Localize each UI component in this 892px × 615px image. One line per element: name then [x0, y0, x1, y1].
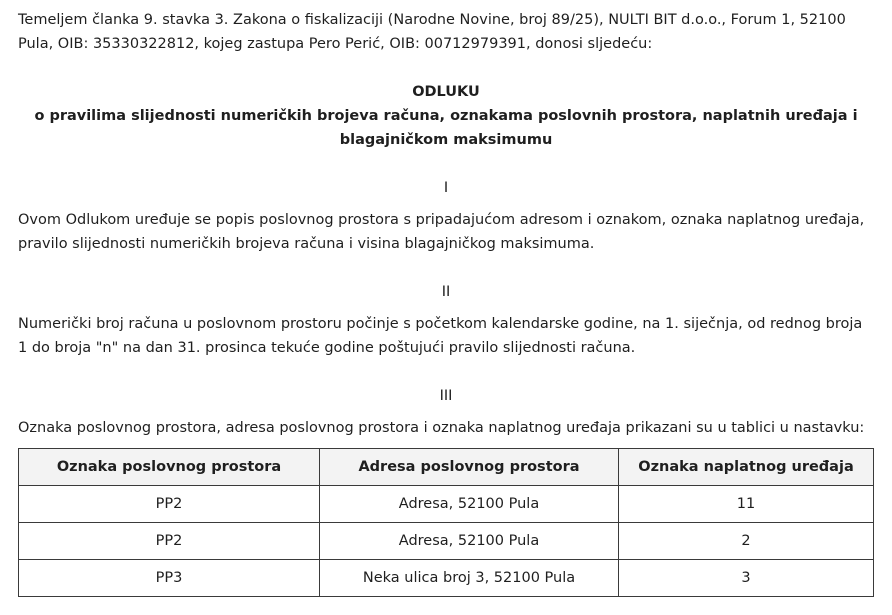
decision-subtitle: o pravilima slijednosti numeričkih brojeva računa, oznakama poslovnih prostora, naplatnih uređaja i blagajničkom maksimumu: [34, 108, 858, 148]
intro-paragraph: Temeljem članka 9. stavka 3. Zakona o fiskalizaciji (Narodne Novine, broj 89/25), NULTI BIT d.o.o., Forum 1, 52100 Pula, OIB: 35330322812, kojeg zastupa Pero Perić, OIB: 00712979391, donosi sljedeću:: [18, 12, 846, 52]
cell-premises-address: Neka ulica broj 3, 52100 Pula: [320, 560, 619, 597]
table-row: [19, 486, 874, 523]
section-number-3: III: [439, 388, 453, 404]
cell-premises-code: PP2: [19, 486, 320, 523]
premises-table: [18, 448, 874, 597]
section-text-3: Oznaka poslovnog prostora, adresa poslovnog prostora i oznaka naplatnog uređaja prikazani su u tablici u nastavku:: [18, 420, 865, 436]
section-text-2: Numerički broj računa u poslovnom prostoru počinje s početkom kalendarske godine, na 1. siječnja, od rednog broja 1 do broja "n" na dan 31. prosinca tekuće godine poštujući pravilo slijednosti računa.: [18, 316, 863, 356]
cell-device-code: 2: [619, 523, 874, 560]
table-row: [19, 560, 874, 597]
column-header-device-code: Oznaka naplatnog uređaja: [619, 449, 874, 486]
cell-device-code: 11: [619, 486, 874, 523]
table-header-row: [19, 449, 874, 486]
decision-title: ODLUKU: [412, 84, 480, 100]
column-header-premises-address: Adresa poslovnog prostora: [320, 449, 619, 486]
cell-premises-code: PP2: [19, 523, 320, 560]
cell-premises-address: Adresa, 52100 Pula: [320, 486, 619, 523]
decision-heading: [18, 80, 874, 152]
cell-premises-address: Adresa, 52100 Pula: [320, 523, 619, 560]
section-number-2: II: [441, 284, 451, 300]
table-row: [19, 523, 874, 560]
cell-premises-code: PP3: [19, 560, 320, 597]
section-text-1: Ovom Odlukom uređuje se popis poslovnog prostora s pripadajućom adresom i oznakom, oznaka naplatnog uređaja, pravilo slijednosti numeričkih brojeva računa i visina blagajničkog maksimuma.: [18, 212, 865, 252]
column-header-premises-code: Oznaka poslovnog prostora: [19, 449, 320, 486]
cell-device-code: 3: [619, 560, 874, 597]
section-number-1: I: [443, 180, 449, 196]
